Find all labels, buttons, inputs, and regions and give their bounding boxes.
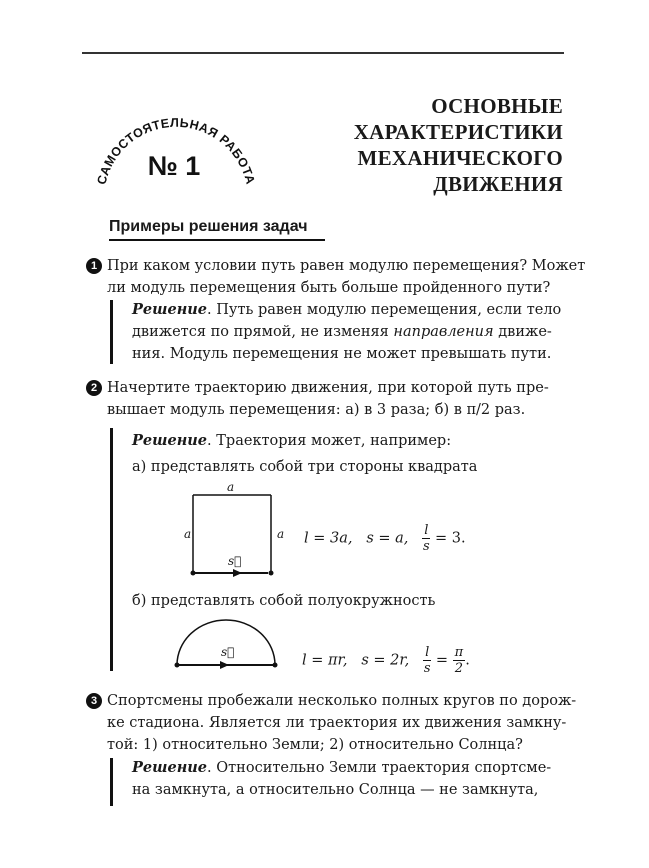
solution-bar <box>110 758 113 806</box>
question-line: Начертите траекторию движения, при которой путь пре- <box>107 380 549 396</box>
question-line: ли модуль перемещения быть больше пройденного пути? <box>107 280 551 296</box>
solution-text: . Траектория может, например: <box>207 433 452 449</box>
formula-l: l = πr, <box>302 652 348 669</box>
solution-bar <box>110 300 113 364</box>
problem-1-question <box>107 255 586 299</box>
solution-label: Решение <box>132 432 208 449</box>
case-b <box>132 590 564 612</box>
fraction: $\frac{\pi}{2}$ <box>454 645 464 676</box>
problem-number: 3 <box>86 693 102 709</box>
formula-b <box>302 645 470 676</box>
problem-3-question <box>107 690 577 756</box>
question-line: вышает модуль перемещения: а) в 3 раза; б) в π/2 раз. <box>107 402 526 418</box>
question-line: той: 1) относительно Земли; 2) относительно Солнца? <box>107 737 523 753</box>
question-line: ке стадиона. Является ли траектория их движения замкну- <box>107 715 567 731</box>
top-rule <box>82 52 564 54</box>
formula-result: = 3. <box>435 530 466 547</box>
fraction: $\frac{l}{s}$ <box>422 523 430 554</box>
period: . <box>465 652 470 669</box>
badge-arc-text: САМОСТОЯТЕЛЬНАЯ РАБОТА <box>94 115 258 187</box>
semicircle-figure <box>170 610 282 670</box>
question-line: При каком условии путь равен модулю перемещения? Может <box>107 258 586 274</box>
vector-label: s⃗ <box>228 554 242 568</box>
side-label-top: a <box>227 480 235 494</box>
equals-sign: = <box>435 652 449 669</box>
vector-label: s⃗ <box>221 645 235 659</box>
solution-label: Решение <box>132 301 208 318</box>
solution-text: . Относительно Земли траектория спортсме- <box>207 760 552 776</box>
case-b-text: б) представлять собой полуокружность <box>132 593 436 609</box>
side-label-right: a <box>277 527 285 541</box>
solution-text: движется по прямой, не изменяя <box>132 324 394 340</box>
formula-l: l = 3a, <box>304 530 353 547</box>
formula-a <box>304 523 466 554</box>
section-title: Примеры решения задач <box>109 218 325 241</box>
side-label-left: a <box>184 527 192 541</box>
problem-3-solution <box>132 757 564 801</box>
problem-1-solution <box>132 299 564 365</box>
solution-text: движе- <box>493 324 552 340</box>
solution-text: ния. Модуль перемещения не может превышать пути. <box>132 346 552 362</box>
problem-2-solution <box>132 430 564 478</box>
title-line: МЕХАНИЧЕСКОГО <box>357 146 563 170</box>
title-line: ХАРАКТЕРИСТИКИ <box>353 120 563 144</box>
title-line: ДВИЖЕНИЯ <box>433 172 563 196</box>
problem-number: 1 <box>86 258 102 274</box>
chapter-title <box>323 93 563 197</box>
question-line: Спортсмены пробежали несколько полных кругов по дорож- <box>107 693 577 709</box>
case-a-text: а) представлять собой три стороны квадрата <box>132 459 478 475</box>
fraction: $\frac{l}{s}$ <box>423 645 431 676</box>
title-line: ОСНОВНЫЕ <box>431 94 563 118</box>
solution-label: Решение <box>132 759 208 776</box>
badge-number: № 1 <box>147 151 201 181</box>
problem-number: 2 <box>86 380 102 396</box>
problem-2-question <box>107 377 567 421</box>
solution-text: на замкнута, а относительно Солнца — не замкнута, <box>132 782 539 798</box>
formula-s: s = a, <box>366 530 409 547</box>
work-badge <box>86 92 261 192</box>
formula-s: s = 2r, <box>361 652 410 669</box>
solution-emphasis: направления <box>393 324 494 340</box>
solution-bar <box>110 428 113 671</box>
solution-text: . Путь равен модулю перемещения, если тело <box>207 302 562 318</box>
